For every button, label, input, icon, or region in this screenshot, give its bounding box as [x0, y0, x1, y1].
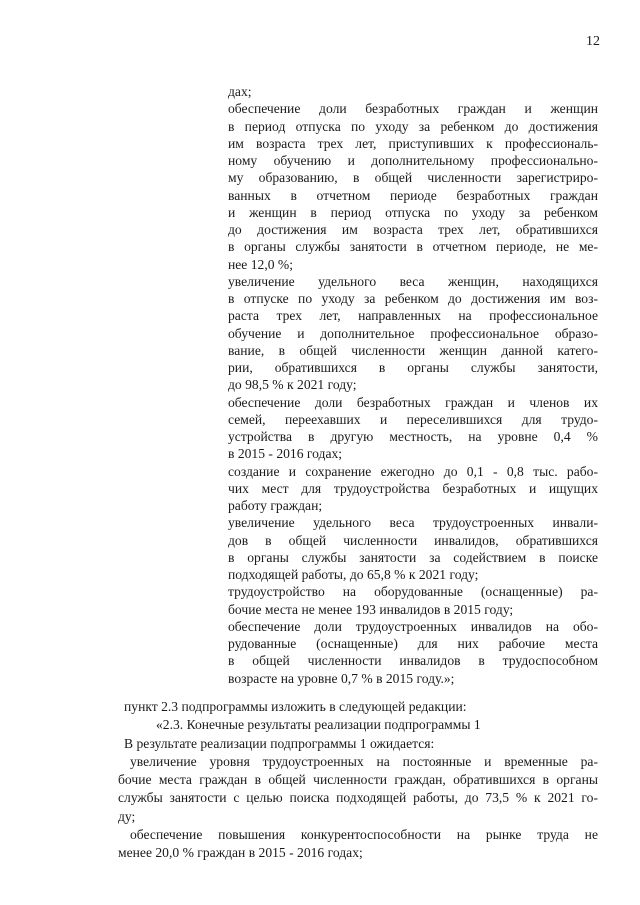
text-line: ду; — [118, 808, 136, 824]
text-line: в 2015 - 2016 годах; — [228, 446, 343, 462]
text-line: до достижения им возраста трех лет, обратившихся — [228, 222, 598, 237]
text-line: в период отпуска по уходу за ребенком до достижения — [228, 118, 598, 134]
text-line: увеличение удельного веса женщин, находящихся — [228, 273, 598, 289]
text-line: подходящей работы, до 65,8 % к 2021 году; — [228, 567, 479, 582]
text-line: возрасте на уровне 0,7 % в 2015 году.»; — [228, 670, 455, 686]
text-line: трудоустройство на оборудованные (оснащенные) ра- — [228, 584, 598, 600]
text-line: обеспечение доли безработных граждан и членов их — [228, 394, 598, 410]
text-line: рии, обратившихся в органы службы занятости, — [228, 360, 598, 375]
text-line: в общей численности инвалидов в трудоспособном — [228, 653, 598, 669]
text-line: увеличение удельного веса трудоустроенных инвали- — [228, 515, 598, 531]
text-line: обеспечение повышения конкурентоспособности на рынке труда не — [130, 827, 598, 843]
text-line: дах; — [228, 84, 252, 99]
text-line: и женщин в период отпуска по уходу за ребенком — [228, 204, 598, 220]
text-line: дов в общей численности инвалидов, обратившихся — [228, 532, 598, 548]
text-line: менее 20,0 % граждан в 2015 - 2016 годах; — [118, 845, 363, 861]
text-line: ванных в отчетном периоде безработных граждан — [228, 187, 598, 203]
text-line: обеспечение доли трудоустроенных инвалидов на обо- — [228, 618, 598, 634]
text-line: обучение и дополнительное профессиональное образо- — [228, 325, 598, 341]
text-line: в органы службы занятости в отчетном периоде, не ме- — [228, 239, 598, 255]
text-line: вание, в общей численности женщин данной катего- — [228, 342, 598, 358]
text-line: в отпуске по уходу за ребенком до достижения им воз- — [228, 291, 598, 306]
page-number: 12 — [586, 34, 600, 49]
text-line: ному обучению и дополнительному профессионально- — [228, 153, 598, 168]
indented-list-column — [228, 83, 598, 687]
text-line: в органы службы занятости за содействием в поиске — [228, 549, 598, 565]
text-line: бочие места не менее 193 инвалидов в 2015 году; — [228, 601, 514, 617]
text-line: В результате реализации подпрограммы 1 ожидается: — [124, 735, 435, 751]
text-line: му образованию, в общей численности зарегистриро- — [228, 170, 598, 186]
text-line: работу граждан; — [228, 498, 323, 513]
text-line: службы занятости с целью поиска подходящей работы, до 73,5 % к 2021 го- — [118, 790, 598, 806]
text-line: пункт 2.3 подпрограммы изложить в следующей редакции: — [124, 699, 467, 714]
text-line: обеспечение доли безработных граждан и женщин — [228, 101, 598, 117]
body-text — [118, 698, 598, 863]
text-line: увеличение уровня трудоустроенных на постоянные и временные ра- — [130, 753, 598, 769]
text-line: создание и сохранение ежегодно до 0,1 - 0,8 тыс. рабо- — [228, 463, 598, 479]
text-line: им возраста трех лет, приступивших к профессиональ- — [228, 135, 598, 151]
text-line: раста трех лет, направленных на профессиональное — [228, 308, 598, 324]
text-line: семей, переехавших и переселившихся для трудо- — [228, 411, 598, 427]
text-line: рудованные (оснащенные) для них рабочие места — [228, 636, 598, 651]
text-line: нее 12,0 %; — [228, 256, 294, 272]
text-line: чих мест для трудоустройства безработных и ищущих — [228, 480, 598, 496]
text-line: устройства в другую местность, на уровне 0,4 % — [228, 429, 598, 444]
text-line: до 98,5 % к 2021 году; — [228, 377, 357, 393]
text-line: «2.3. Конечные результаты реализации подпрограммы 1 — [156, 717, 481, 733]
text-line: бочие места граждан в общей численности граждан, обратившихся в органы — [118, 772, 598, 788]
